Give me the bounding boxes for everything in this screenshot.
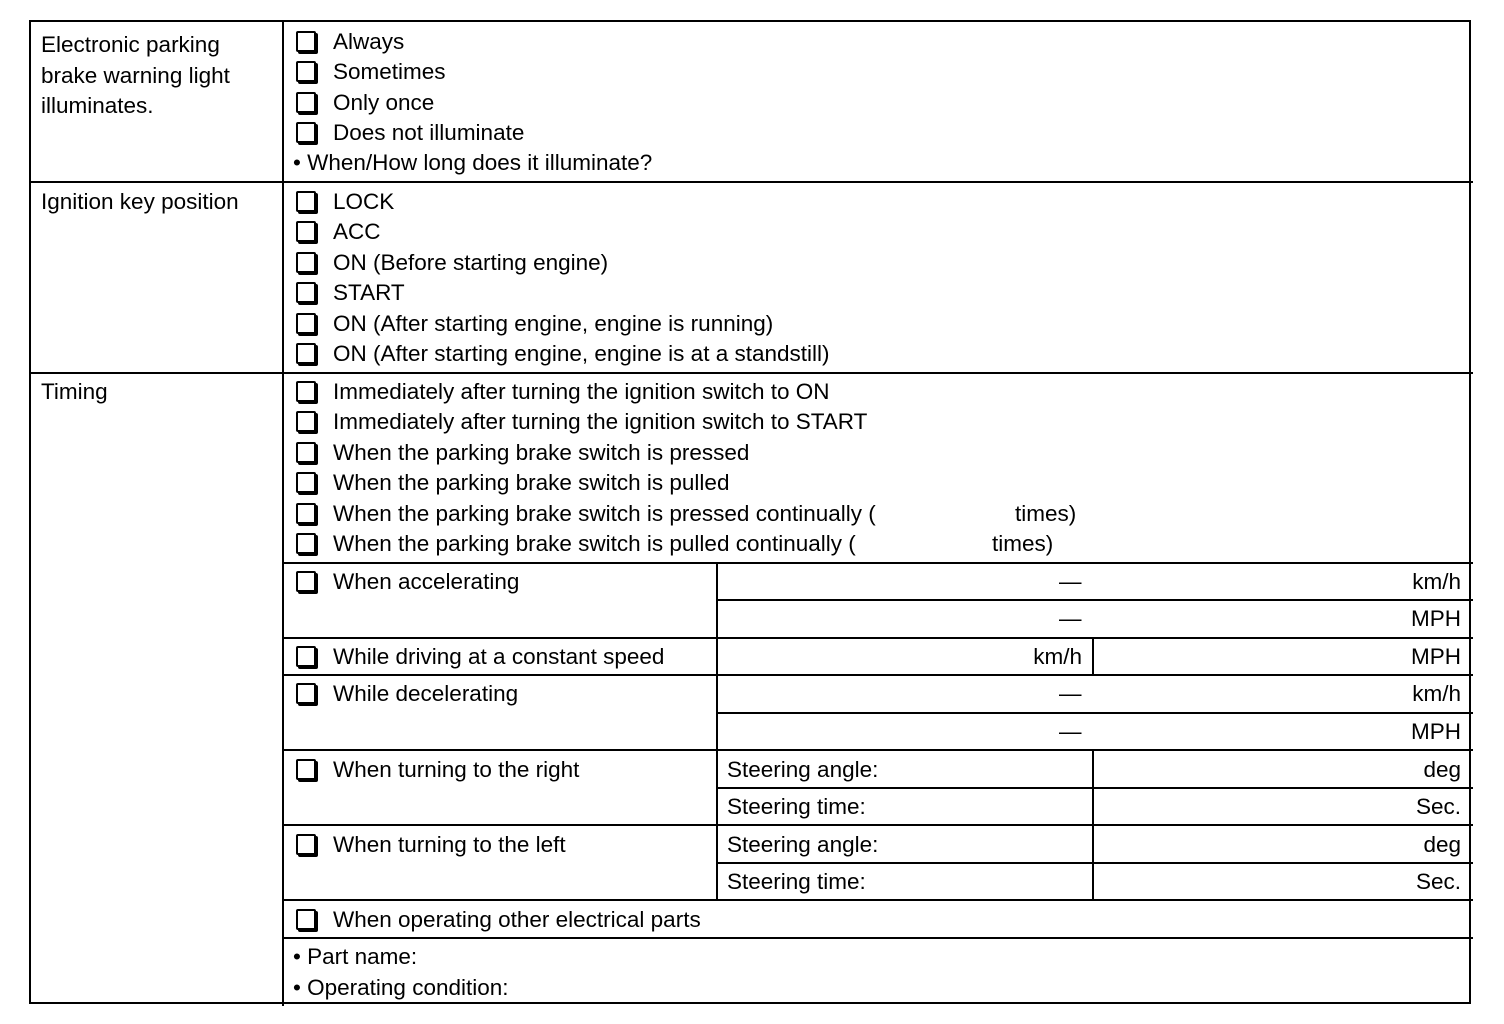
checkbox-pulled-continually[interactable]: [296, 533, 316, 554]
checkbox-on-engine-standstill[interactable]: [296, 343, 316, 364]
option-always: Always: [333, 29, 405, 54]
checkbox-only-once[interactable]: [296, 92, 316, 113]
checkbox-switch-pressed[interactable]: [296, 442, 316, 463]
checkbox-on-before-start[interactable]: [296, 252, 316, 273]
turning-left-angle-label: Steering angle:: [727, 832, 879, 857]
option-lock: LOCK: [333, 189, 395, 214]
constant-speed-mph-unit: MPH: [1411, 644, 1461, 669]
checkbox-accelerating[interactable]: [296, 571, 316, 592]
ignition-label: Ignition key position: [41, 189, 239, 214]
option-sometimes: Sometimes: [333, 59, 446, 84]
checkbox-after-ignition-start[interactable]: [296, 411, 316, 432]
checkbox-switch-pulled[interactable]: [296, 472, 316, 493]
turning-left-label: When turning to the left: [333, 832, 566, 857]
option-only-once: Only once: [333, 90, 435, 115]
illumination-duration-note: • When/How long does it illuminate?: [293, 150, 653, 175]
accelerating-kmh-dash: —: [1059, 569, 1082, 594]
option-on-before-start: ON (Before starting engine): [333, 250, 609, 275]
part-name-label: • Part name:: [293, 944, 418, 969]
option-switch-pressed: When the parking brake switch is pressed: [333, 440, 750, 465]
checkbox-sometimes[interactable]: [296, 61, 316, 82]
checkbox-start[interactable]: [296, 282, 316, 303]
checkbox-other-electrical-parts[interactable]: [296, 909, 316, 930]
turning-left-time-unit: Sec.: [1415, 869, 1461, 894]
option-pressed-continually: When the parking brake switch is pressed continually (: [333, 501, 876, 526]
accelerating-label: When accelerating: [333, 569, 520, 594]
pulled-times-suffix: times): [992, 531, 1054, 556]
checkbox-acc[interactable]: [296, 221, 316, 242]
option-does-not-illuminate: Does not illuminate: [333, 120, 525, 145]
pressed-times-suffix: times): [1015, 501, 1077, 526]
checkbox-decelerating[interactable]: [296, 683, 316, 704]
operating-condition-label: • Operating condition:: [293, 975, 509, 1000]
constant-speed-label: While driving at a constant speed: [333, 644, 665, 669]
option-on-engine-standstill: ON (After starting engine, engine is at a standstill): [333, 341, 830, 366]
option-after-ignition-start: Immediately after turning the ignition switch to START: [333, 409, 868, 434]
checkbox-lock[interactable]: [296, 191, 316, 212]
decelerating-kmh-unit: km/h: [1412, 681, 1461, 706]
option-on-engine-running: ON (After starting engine, engine is running): [333, 311, 774, 336]
decelerating-kmh-dash: —: [1059, 681, 1082, 706]
checkbox-turning-right[interactable]: [296, 759, 316, 780]
decelerating-mph-dash: —: [1059, 719, 1082, 744]
option-after-ignition-on: Immediately after turning the ignition switch to ON: [333, 379, 830, 404]
accelerating-kmh-unit: km/h: [1412, 569, 1461, 594]
option-start: START: [333, 280, 405, 305]
turning-right-angle-label: Steering angle:: [727, 757, 879, 782]
option-acc: ACC: [333, 219, 381, 244]
turning-left-time-label: Steering time:: [727, 869, 866, 894]
constant-speed-kmh-unit: km/h: [1033, 644, 1082, 669]
timing-label: Timing: [41, 379, 108, 404]
illumination-label: Electronic parking brake warning light illuminates.: [41, 32, 230, 118]
checkbox-on-engine-running[interactable]: [296, 313, 316, 334]
checkbox-pressed-continually[interactable]: [296, 503, 316, 524]
accelerating-mph-unit: MPH: [1411, 606, 1461, 631]
turning-right-time-unit: Sec.: [1415, 794, 1461, 819]
checkbox-does-not-illuminate[interactable]: [296, 122, 316, 143]
turning-right-time-label: Steering time:: [727, 794, 866, 819]
decelerating-mph-unit: MPH: [1411, 719, 1461, 744]
checkbox-turning-left[interactable]: [296, 834, 316, 855]
checkbox-after-ignition-on[interactable]: [296, 381, 316, 402]
diagnostic-worksheet: [29, 20, 1471, 1004]
decelerating-label: While decelerating: [333, 681, 519, 706]
other-electrical-parts-label: When operating other electrical parts: [333, 907, 701, 932]
checkbox-always[interactable]: [296, 31, 316, 52]
checkbox-constant-speed[interactable]: [296, 646, 316, 667]
accelerating-mph-dash: —: [1059, 606, 1082, 631]
turning-right-angle-unit: deg: [1423, 757, 1461, 782]
turning-right-label: When turning to the right: [333, 757, 580, 782]
option-pulled-continually: When the parking brake switch is pulled continually (: [333, 531, 856, 556]
option-switch-pulled: When the parking brake switch is pulled: [333, 470, 730, 495]
turning-left-angle-unit: deg: [1423, 832, 1461, 857]
